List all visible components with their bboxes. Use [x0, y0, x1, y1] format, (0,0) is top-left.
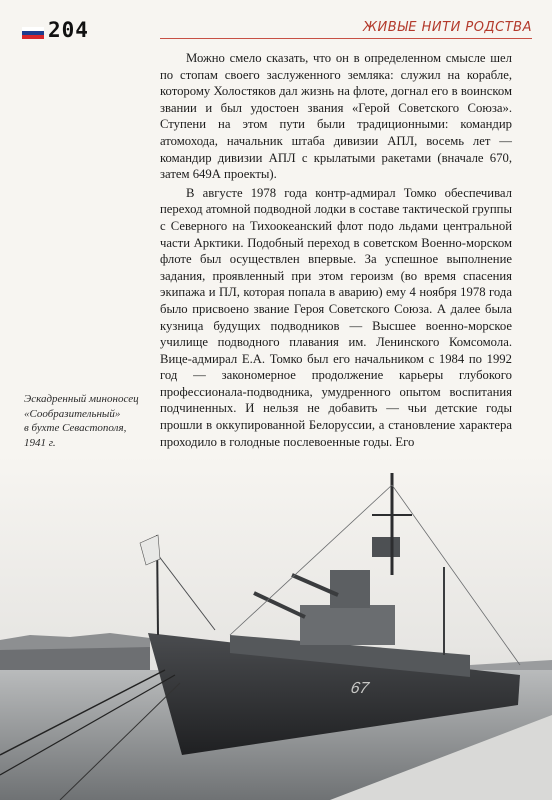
destroyer-photo — [0, 455, 552, 800]
russian-flag-icon — [22, 27, 44, 39]
body-text — [160, 50, 512, 452]
caption-line: Эскадренный миноносец — [24, 393, 139, 405]
page-header — [0, 0, 552, 44]
photo-caption — [24, 392, 154, 450]
caption-line: «Сообразительный» — [24, 407, 121, 420]
page-number: 204 — [48, 18, 89, 42]
caption-line: в бухте Севастополя, — [24, 422, 127, 434]
paragraph: Можно смело сказать, что он в определенном смысле шел по стопам своего заслуженного земляка: служил на корабле, которому Холостяков дал жизнь на флоте, догнал его в воинском звании и был удостоен звания «Герой Советского Союза». Ступени на этом пути были традиционными: командир атомохода, начальник штаба дивизии АПЛ, восемь лет — командир дивизии АПЛ с крылатыми ракетами (вначале 670, затем 649А проекты). — [160, 51, 512, 182]
header-rule — [160, 38, 532, 39]
running-head: ЖИВЫЕ НИТИ РОДСТВА — [363, 20, 532, 35]
caption-line: 1941 г. — [24, 436, 56, 449]
hull-number: 67 — [349, 679, 371, 697]
paragraph: В августе 1978 года контр-адмирал Томко обеспечивал переход атомной подводной лодки в составе тактической группы с Северного на Тихоокеанский флот подо льдами центральной части Арктики. Подобный переход в советском Военно-морском флоте был осуществлен впервые. За успешное выполнение задания, проявленный при этом героизм (во время спасения экипажа и ПЛ, которая попала в аварию) ему 4 ноября 1978 года было присвоено звание Героя Советского Союза. А далее была кузница будущих подводников — Высшее военно-морское училище подводного плавания им. Ленинского Комсомола. Вице-адмирал Е.А. Томко был его начальником с 1984 по 1992 год — закономерное продолжение карьеры глубокого профессионала-подводника, умудренного опытом воспитания подчиненных. И нельзя не добавить — чьи детские годы прошли в оккупированной Белоруссии, а становление характера проходило в голодные послевоенные годы. Его — [160, 185, 512, 449]
